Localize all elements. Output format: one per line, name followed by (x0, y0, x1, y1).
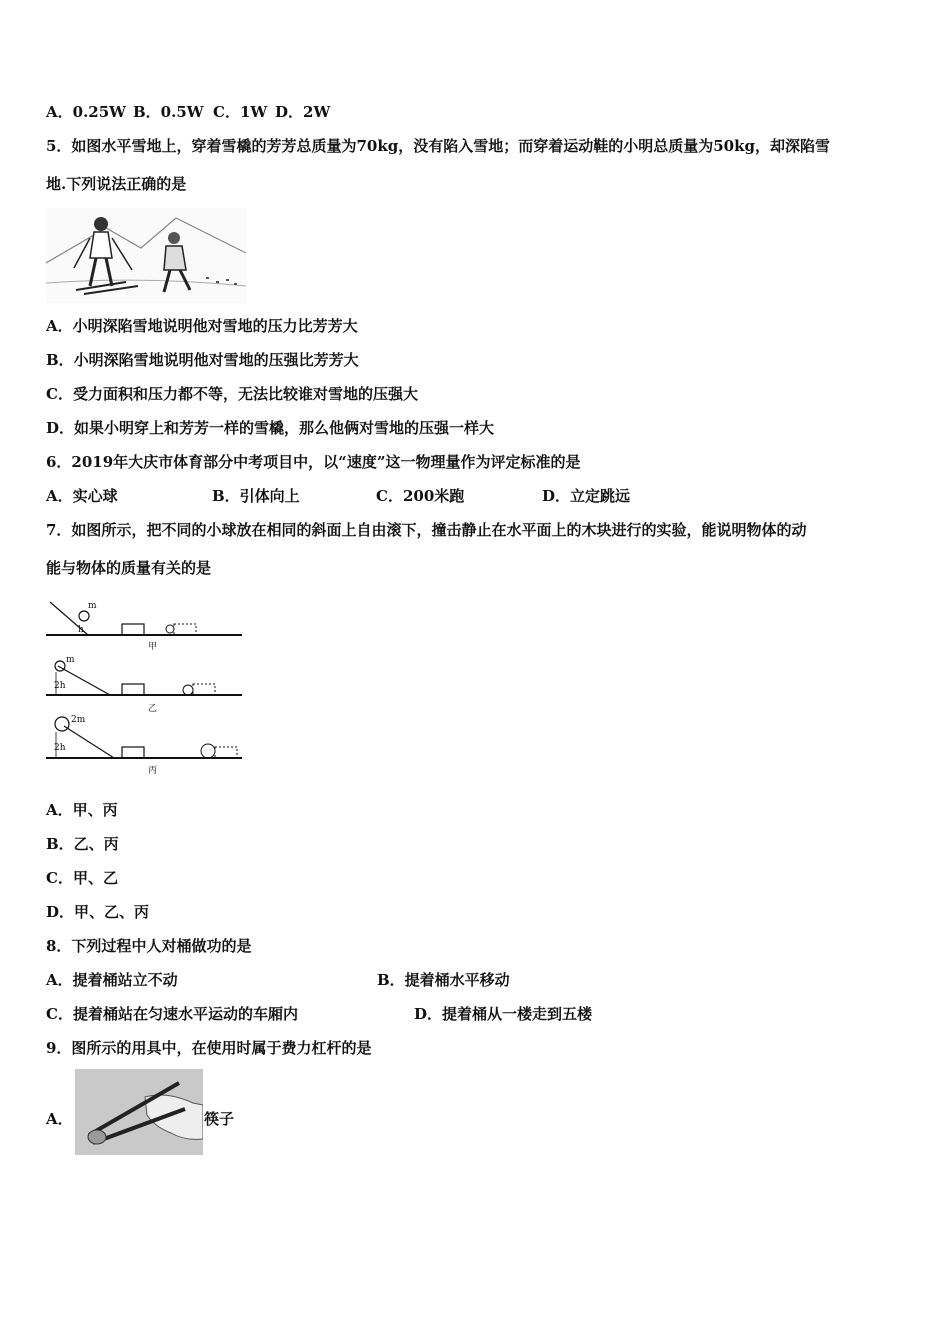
label-m3: 2m (71, 715, 86, 725)
q6-stem: 6．2019年大庆市体育部分中考项目中，以“速度”这一物理量作为评定标准的是 (46, 453, 581, 471)
food-item (88, 1130, 106, 1144)
q6-option-c: C．200米跑 (376, 487, 465, 505)
q8-stem: 8．下列过程中人对桶做功的是 (46, 937, 252, 955)
q7-experiment-figure (44, 598, 244, 778)
q8-option-d: D．提着桶从一楼走到五楼 (414, 1005, 593, 1023)
wood-block (122, 624, 144, 635)
q7-option-b: B．乙、丙 (46, 835, 119, 853)
q5-option-d: D．如果小明穿上和芳芳一样的雪橇，那么他俩对雪地的压强一样大 (46, 419, 495, 437)
q9-stem: 9．图所示的用具中，在使用时属于费力杠杆的是 (46, 1039, 372, 1057)
q4-option-a: A．0.25W (46, 103, 127, 121)
q5-stem-line1: 5．如图水平雪地上，穿着雪橇的芳芳总质量为70kg，没有陷入雪地；而穿着运动鞋的小明总质量为50kg，却深陷雪 (46, 137, 830, 155)
q4-option-c: C．1W (213, 103, 268, 121)
ball-m (79, 611, 89, 621)
q7-option-a: A．甲、丙 (46, 801, 118, 819)
label-m2: m (66, 655, 75, 665)
label-jia: 甲 (148, 642, 158, 652)
label-yi: 乙 (148, 704, 158, 714)
setup-yi (46, 655, 242, 714)
q5-stem-line2: 地.下列说法正确的是 (46, 175, 187, 193)
label-h2: 2h (54, 681, 66, 691)
q6-option-a: A．实心球 (46, 487, 118, 505)
q6-option-b: B．引体向上 (212, 487, 300, 505)
q5-option-c: C．受力面积和压力都不等，无法比较谁对雪地的压强大 (46, 385, 418, 403)
q5-option-a: A．小明深陷雪地说明他对雪地的压力比芳芳大 (46, 317, 358, 335)
q7-stem-line1: 7．如图所示，把不同的小球放在相同的斜面上自由滚下，撞击静止在水平面上的木块进行的实验，能说明物体的动 (46, 521, 807, 539)
q9-option-a-text: 筷子 (204, 1110, 235, 1128)
q7-option-c: C．甲、乙 (46, 869, 118, 887)
q9-option-a-letter: A． (46, 1110, 73, 1128)
q7-option-d: D．甲、乙、丙 (46, 903, 150, 921)
label-m1: m (88, 601, 97, 611)
q8-option-a: A．提着桶站立不动 (46, 971, 178, 989)
q8-option-b: B．提着桶水平移动 (377, 971, 510, 989)
q6-option-d: D．立定跳远 (542, 487, 631, 505)
chopsticks-photo (75, 1069, 203, 1155)
q4-option-b: B．0.5W (133, 103, 204, 121)
q5-snow-figure (46, 208, 246, 303)
label-bing: 丙 (148, 766, 158, 776)
label-h3: 2h (54, 743, 66, 753)
q8-option-c: C．提着桶站在匀速水平运动的车厢内 (46, 1005, 298, 1023)
label-h1: h (78, 625, 84, 635)
setup-bing (46, 715, 242, 776)
q7-stem-line2: 能与物体的质量有关的是 (46, 559, 212, 577)
q5-option-b: B．小明深陷雪地说明他对雪地的压强比芳芳大 (46, 351, 359, 369)
setup-jia (46, 601, 242, 652)
q4-option-d: D．2W (275, 103, 331, 121)
